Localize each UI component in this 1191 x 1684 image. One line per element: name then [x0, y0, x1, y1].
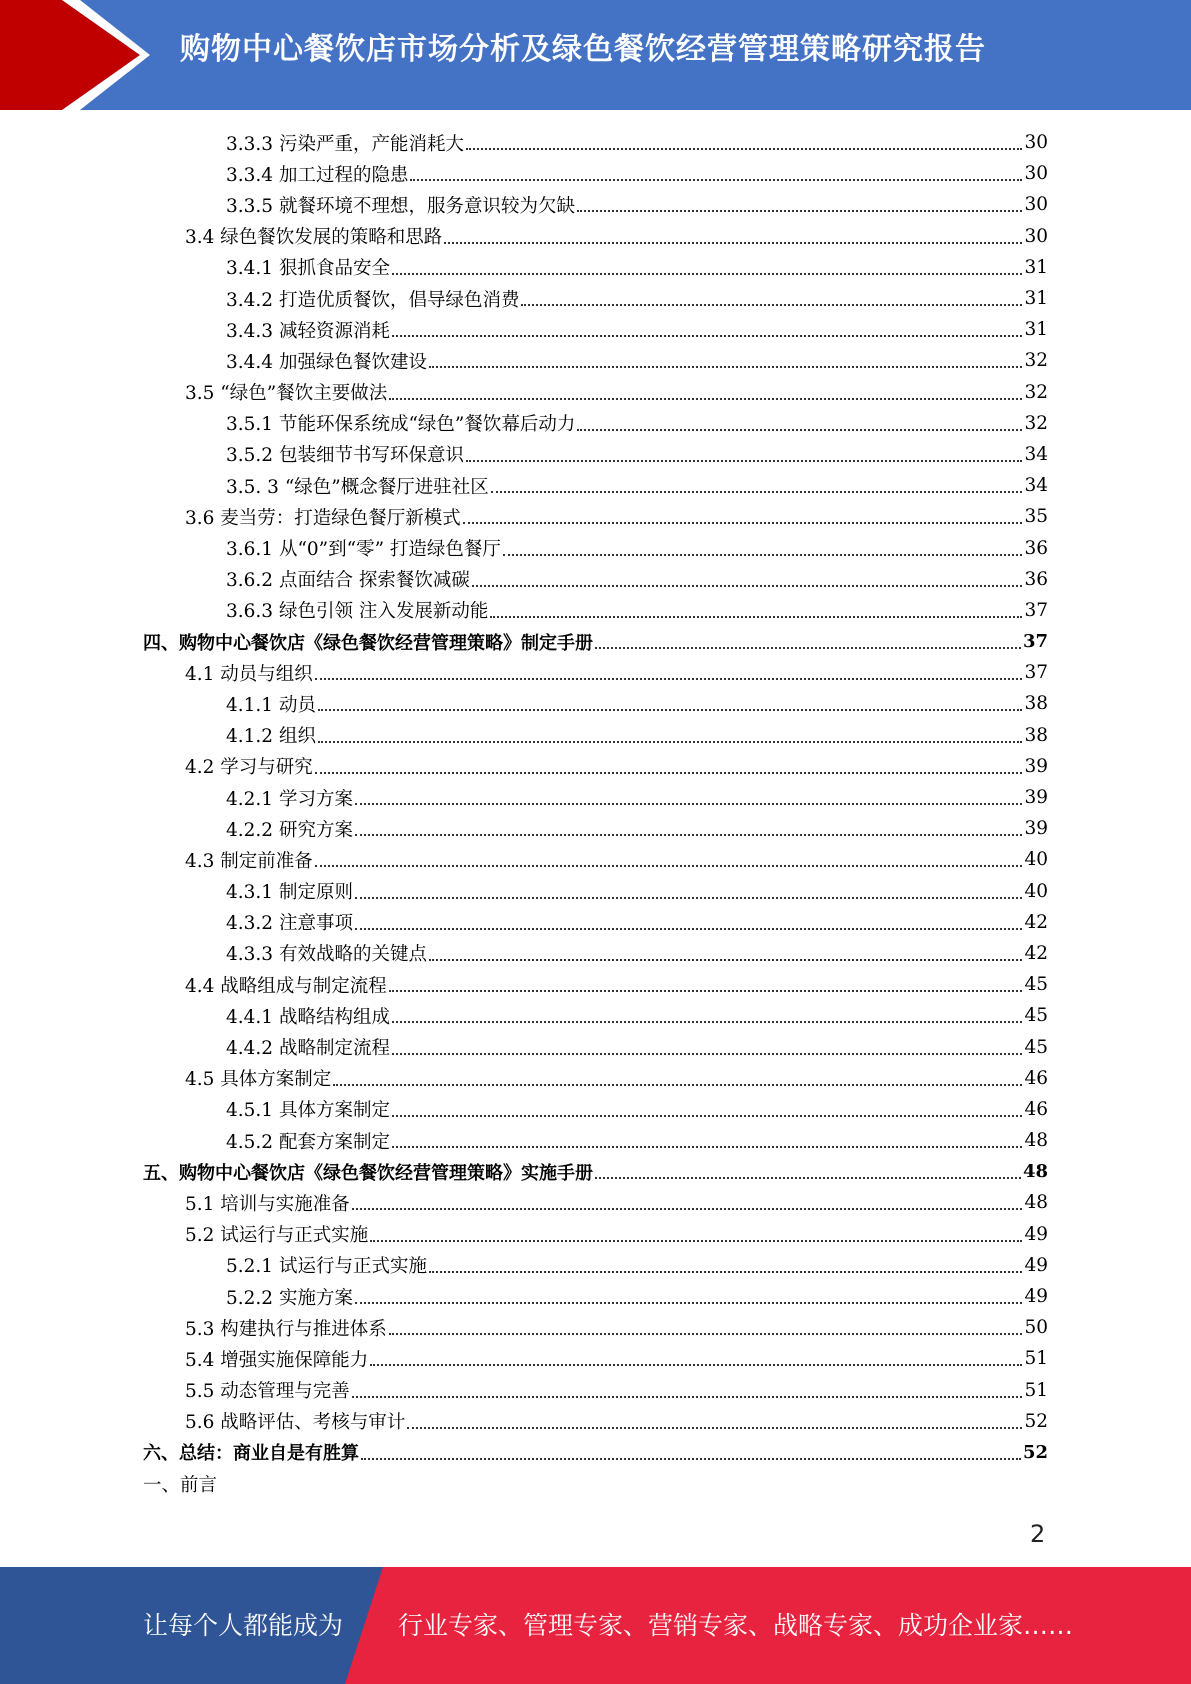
toc-entry-page: 46	[1024, 1067, 1048, 1089]
toc-leader-dots	[389, 397, 1022, 400]
toc-entry[interactable]	[0, 470, 1048, 501]
toc-entry-title: 5.4 增强实施保障能力	[185, 1349, 369, 1371]
toc-entry[interactable]	[0, 657, 1048, 688]
toc-entry-page: 39	[1024, 755, 1048, 777]
toc-entry-page: 35	[1024, 506, 1048, 528]
toc-leader-dots	[355, 927, 1023, 930]
toc-entry[interactable]	[0, 1000, 1048, 1031]
toc-leader-dots	[315, 677, 1023, 680]
toc-entry-page: 37	[1022, 631, 1048, 653]
toc-entry-title: 4.5.2 配套方案制定	[226, 1131, 390, 1153]
toc-entry-page: 48	[1024, 1130, 1048, 1152]
toc-entry-page: 45	[1024, 1005, 1048, 1027]
toc-entry[interactable]	[0, 501, 1048, 532]
toc-entry-page: 48	[1022, 1161, 1048, 1183]
toc-entry-page: 34	[1024, 443, 1048, 465]
toc-entry-page: 38	[1024, 724, 1048, 746]
toc-leader-dots	[463, 521, 1023, 524]
toc-entry-title: 3.3.3 污染严重，产能消耗大	[226, 133, 464, 155]
toc-entry-page: 45	[1024, 974, 1048, 996]
toc-entry-page: 39	[1024, 818, 1048, 840]
toc-entry-title: 3.4.3 减轻资源消耗	[226, 320, 390, 342]
toc-entry-title: 4.4.2 战略制定流程	[226, 1038, 390, 1060]
toc-entry-title: 3.5.2 包装细节书写环保意识	[226, 445, 464, 467]
toc-leader-dots	[355, 1301, 1023, 1304]
toc-entry[interactable]	[0, 532, 1048, 563]
toc-entry[interactable]	[0, 595, 1048, 626]
toc-leader-dots	[370, 1239, 1022, 1242]
toc-leader-dots	[333, 1083, 1022, 1086]
toc-entry[interactable]	[0, 1406, 1048, 1437]
toc-entry-page: 51	[1024, 1379, 1048, 1401]
toc-entry-page: 46	[1024, 1098, 1048, 1120]
toc-leader-dots	[429, 365, 1022, 368]
toc-leader-dots	[521, 303, 1022, 306]
toc-entry-page: 30	[1024, 194, 1048, 216]
toc-entry-page: 40	[1024, 849, 1048, 871]
toc-leader-dots	[466, 147, 1022, 150]
toc-entry-title: 5.2 试运行与正式实施	[185, 1225, 369, 1247]
toc-entry-page: 45	[1024, 1036, 1048, 1058]
toc-entry-title: 4.3.2 注意事项	[226, 913, 353, 935]
toc-entry[interactable]	[0, 1094, 1048, 1125]
toc-entry-title: 5.2.2 实施方案	[226, 1287, 353, 1309]
toc-entry[interactable]	[0, 907, 1048, 938]
toc-entry-page: 30	[1024, 132, 1048, 154]
toc-leader-dots	[352, 1395, 1023, 1398]
toc-entry-title: 3.6.1 从“0”到“零” 打造绿色餐厅	[226, 539, 501, 561]
toc-entry-page: 36	[1024, 537, 1048, 559]
toc-entry-title: 4.5 具体方案制定	[185, 1069, 332, 1091]
toc-entry[interactable]	[0, 252, 1048, 283]
header-red-chevron	[0, 0, 150, 110]
toc-entry[interactable]	[0, 283, 1048, 314]
toc-entry[interactable]	[0, 1219, 1048, 1250]
report-title: 购物中心餐饮店市场分析及绿色餐饮经营管理策略研究报告	[180, 32, 986, 67]
toc-entry[interactable]	[0, 1281, 1048, 1312]
toc-entry-page: 37	[1024, 599, 1048, 621]
toc-entry-page: 31	[1024, 256, 1048, 278]
toc-entry-page: 30	[1024, 163, 1048, 185]
toc-entry[interactable]	[0, 1031, 1048, 1062]
toc-leader-dots	[392, 1020, 1022, 1023]
toc-entry-title: 4.2.2 研究方案	[226, 819, 353, 841]
toc-entry[interactable]	[0, 1125, 1048, 1156]
toc-leader-dots	[392, 272, 1022, 275]
toc-entry-page: 32	[1024, 381, 1048, 403]
toc-entry-title: 3.5 “绿色”餐饮主要做法	[185, 383, 388, 405]
toc-entry-title: 3.5. 3 “绿色”概念餐厅进驻社区	[226, 476, 489, 498]
toc-leader-dots	[429, 1270, 1022, 1273]
toc-leader-dots	[355, 833, 1023, 836]
toc-entry[interactable]	[0, 377, 1048, 408]
toc-entry-title: 4.1.1 动员	[226, 694, 316, 716]
toc-entry-title: 3.4.2 打造优质餐饮，倡导绿色消费	[226, 289, 520, 311]
toc-entry-page: 49	[1024, 1254, 1048, 1276]
toc-entry[interactable]	[0, 1312, 1048, 1343]
toc-entry-title: 3.4.4 加强绿色餐饮建设	[226, 351, 427, 373]
toc-entry-title: 4.2.1 学习方案	[226, 788, 353, 810]
toc-entry[interactable]	[0, 1250, 1048, 1281]
toc-entry-page: 39	[1024, 787, 1048, 809]
toc-entry-page: 40	[1024, 880, 1048, 902]
toc-entry-page: 38	[1024, 693, 1048, 715]
toc-entry-page: 51	[1024, 1348, 1048, 1370]
toc-entry-page: 49	[1024, 1223, 1048, 1245]
toc-entry-title: 4.1.2 组织	[226, 726, 316, 748]
toc-entry-title: 3.4.1 狠抓食品安全	[226, 258, 390, 280]
toc-entry-title: 4.4.1 战略结构组成	[226, 1006, 390, 1028]
toc-entry-page: 34	[1024, 475, 1048, 497]
toc-entry-title: 4.2 学习与研究	[185, 757, 313, 779]
toc-entry-page: 49	[1024, 1286, 1048, 1308]
toc-entry-title: 六、总结：商业自是有胜算	[143, 1443, 359, 1465]
toc-entry-title: 3.5.1 节能环保系统成“绿色”餐饮幕后动力	[226, 414, 576, 436]
toc-entry[interactable]	[0, 751, 1048, 782]
toc-entry-page: 52	[1022, 1441, 1048, 1463]
toc-entry-title: 4.4 战略组成与制定流程	[185, 975, 387, 997]
toc-entry-title: 4.1 动员与组织	[185, 663, 313, 685]
toc-entry[interactable]	[0, 1437, 1048, 1468]
toc-entry[interactable]	[0, 1063, 1048, 1094]
toc-entry[interactable]	[0, 564, 1048, 595]
page-number: 2	[1030, 1520, 1046, 1548]
toc-entry-page: 52	[1024, 1410, 1048, 1432]
toc-leader-dots	[355, 896, 1023, 899]
toc-entry-page: 37	[1024, 662, 1048, 684]
toc-leader-dots	[389, 1332, 1023, 1335]
toc-entry-page: 31	[1024, 288, 1048, 310]
toc-leader-dots	[392, 1052, 1022, 1055]
toc-leader-dots	[490, 615, 1022, 618]
toc-entry-page: 32	[1024, 412, 1048, 434]
toc-entry-title: 5.1 培训与实施准备	[185, 1193, 350, 1215]
toc-entry-title: 5.3 构建执行与推进体系	[185, 1318, 387, 1340]
toc-entry-title: 4.3.3 有效战略的关键点	[226, 944, 427, 966]
toc-entry-page: 42	[1024, 942, 1048, 964]
toc-leader-dots	[410, 178, 1022, 181]
toc-entry-title: 3.6 麦当劳：打造绿色餐厅新模式	[185, 507, 461, 529]
toc-entry[interactable]	[0, 127, 1048, 158]
toc-leader-dots	[355, 802, 1023, 805]
toc-entry[interactable]	[0, 158, 1048, 189]
toc-entry-title: 4.3 制定前准备	[185, 850, 313, 872]
toc-leader-dots	[491, 490, 1023, 493]
toc-entry[interactable]	[0, 345, 1048, 376]
toc-entry[interactable]	[0, 813, 1048, 844]
footer-slogan: 让每个人都能成为	[143, 1611, 344, 1640]
toc-entry-page: 36	[1024, 568, 1048, 590]
toc-entry-title: 3.4 绿色餐饮发展的策略和思路	[185, 227, 443, 249]
toc-entry-page: 42	[1024, 911, 1048, 933]
toc-entry-page: 50	[1024, 1317, 1048, 1339]
toc-leader-dots	[577, 209, 1022, 212]
toc-leader-dots	[595, 1176, 1021, 1179]
toc-entry[interactable]	[0, 221, 1048, 252]
toc-entry[interactable]	[0, 1187, 1048, 1218]
toc-leader-dots	[466, 459, 1022, 462]
toc-leader-dots	[318, 740, 1023, 743]
toc-entry-title: 3.3.4 加工过程的隐患	[226, 164, 409, 186]
toc-leader-dots	[315, 771, 1023, 774]
toc-entry[interactable]	[0, 408, 1048, 439]
toc-leader-dots	[361, 1457, 1021, 1460]
toc-entry[interactable]	[0, 688, 1048, 719]
toc-entry[interactable]	[0, 314, 1048, 345]
toc-entry-page: 32	[1024, 350, 1048, 372]
toc-entry-page: 31	[1024, 319, 1048, 341]
toc-entry-page: 30	[1024, 225, 1048, 247]
toc-entry[interactable]	[0, 439, 1048, 470]
toc-entry-title: 3.6.2 点面结合 探索餐饮减碳	[226, 570, 470, 592]
toc-entry-title: 5.5 动态管理与完善	[185, 1381, 350, 1403]
toc-leader-dots	[595, 646, 1021, 649]
toc-entry[interactable]	[0, 720, 1048, 751]
toc-leader-dots	[315, 864, 1023, 867]
toc-leader-dots	[352, 1207, 1023, 1210]
toc-entry-title: 五、购物中心餐饮店《绿色餐饮经营管理策略》实施手册	[143, 1162, 593, 1184]
toc-leader-dots	[429, 958, 1022, 961]
toc-leader-dots	[389, 989, 1023, 992]
toc-leader-dots	[503, 553, 1023, 556]
toc-leader-dots	[392, 1145, 1022, 1148]
toc-entry[interactable]	[0, 844, 1048, 875]
toc-entry-title: 5.2.1 试运行与正式实施	[226, 1256, 427, 1278]
toc-leader-dots	[472, 584, 1023, 587]
toc-leader-dots	[392, 1114, 1022, 1117]
toc-entry[interactable]	[0, 782, 1048, 813]
toc-entry-title: 4.5.1 具体方案制定	[226, 1100, 390, 1122]
toc-entry-title: 3.6.3 绿色引领 注入发展新动能	[226, 601, 489, 623]
toc-leader-dots	[392, 334, 1022, 337]
toc-entry-page: 48	[1024, 1192, 1048, 1214]
toc-entry[interactable]	[0, 1375, 1048, 1406]
toc-entry[interactable]	[0, 938, 1048, 969]
toc-entry-title: 4.3.1 制定原则	[226, 882, 353, 904]
toc-entry-title: 一、前言	[143, 1474, 218, 1496]
table-of-contents	[0, 127, 1191, 1499]
toc-entry[interactable]	[0, 189, 1048, 220]
toc-entry[interactable]	[0, 1468, 1048, 1499]
toc-entry-title: 四、购物中心餐饮店《绿色餐饮经营管理策略》制定手册	[143, 632, 593, 654]
toc-leader-dots	[407, 1426, 1022, 1429]
toc-leader-dots	[318, 708, 1023, 711]
toc-entry[interactable]	[0, 876, 1048, 907]
toc-entry[interactable]	[0, 1343, 1048, 1374]
toc-leader-dots	[370, 1363, 1022, 1366]
toc-entry[interactable]	[0, 969, 1048, 1000]
toc-leader-dots	[577, 428, 1022, 431]
toc-entry[interactable]	[0, 626, 1048, 657]
toc-entry-title: 5.6 战略评估、考核与审计	[185, 1412, 406, 1434]
footer-roles: 行业专家、管理专家、营销专家、战略专家、成功企业家……	[398, 1611, 1074, 1640]
toc-entry-title: 3.3.5 就餐环境不理想，服务意识较为欠缺	[226, 195, 575, 217]
toc-leader-dots	[444, 241, 1022, 244]
toc-entry[interactable]	[0, 1156, 1048, 1187]
